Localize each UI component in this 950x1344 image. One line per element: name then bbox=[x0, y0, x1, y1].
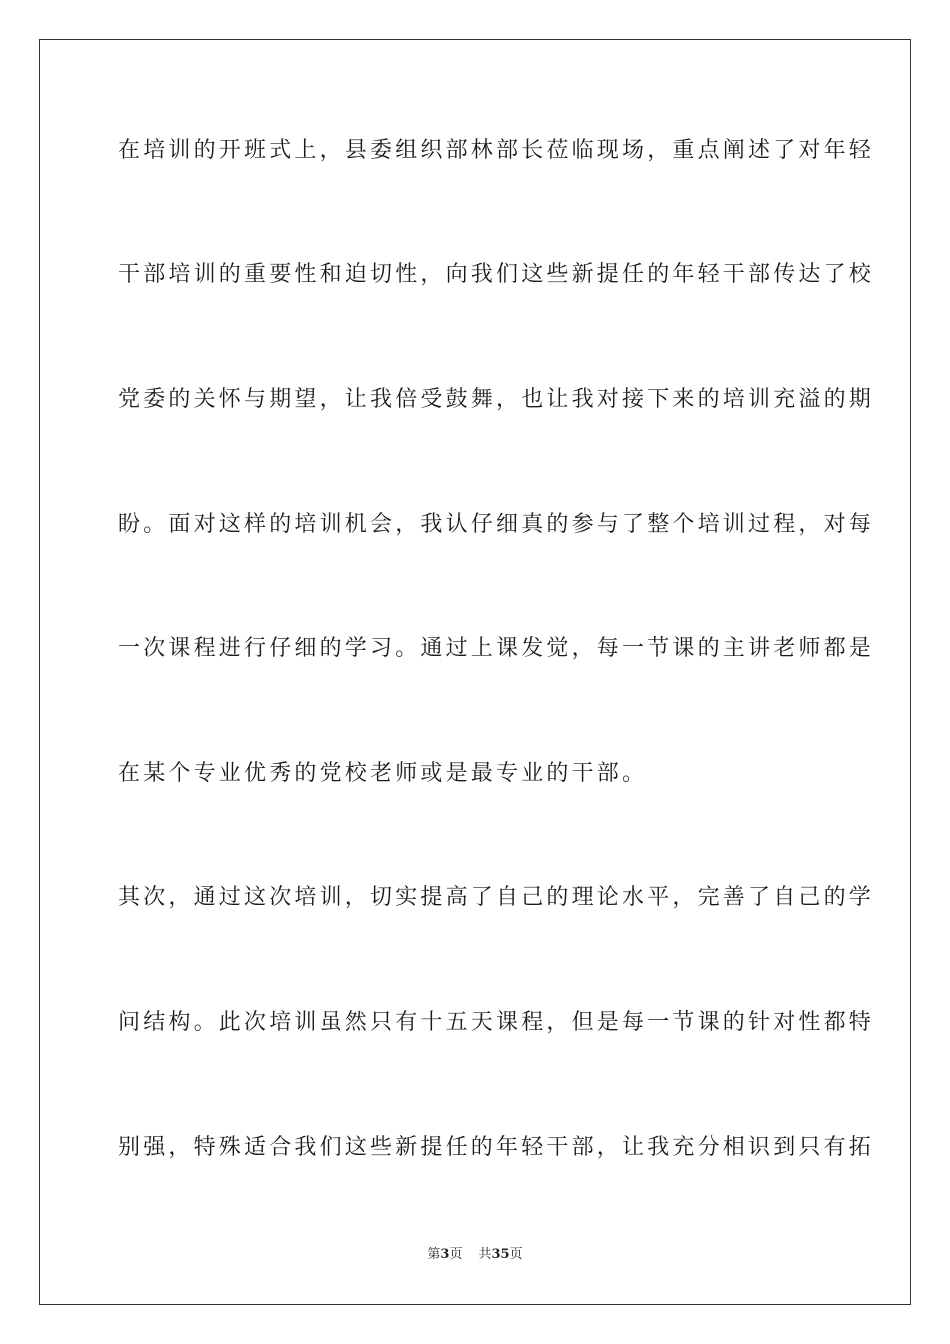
text-line-6: 在某个专业优秀的党校老师或是最专业的干部。 bbox=[118, 761, 648, 786]
total-suffix: 页 bbox=[509, 1247, 523, 1262]
page-border bbox=[39, 39, 911, 1305]
text-line-1: 在培训的开班式上，县委组织部林部长莅临现场，重点阐述了对年轻 bbox=[118, 138, 875, 163]
text-line-7: 其次，通过这次培训，切实提高了自己的理论水平，完善了自己的学 bbox=[118, 885, 875, 910]
text-line-5: 一次课程进行仔细的学习。通过上课发觉，每一节课的主讲老师都是 bbox=[118, 636, 875, 661]
text-line-4: 盼。面对这样的培训机会，我认仔细真的参与了整个培训过程，对每 bbox=[118, 512, 875, 537]
page-suffix: 页 bbox=[449, 1247, 463, 1262]
text-line-2: 干部培训的重要性和迫切性，向我们这些新提任的年轻干部传达了校 bbox=[118, 262, 875, 287]
page-footer bbox=[0, 1246, 950, 1264]
page-prefix: 第 bbox=[427, 1247, 441, 1262]
total-prefix: 共 bbox=[478, 1247, 492, 1262]
page-number: 3 bbox=[440, 1247, 450, 1262]
total-pages: 35 bbox=[491, 1247, 510, 1262]
text-line-8: 问结构。此次培训虽然只有十五天课程，但是每一节课的针对性都特 bbox=[118, 1010, 875, 1035]
text-line-9: 别强，特殊适合我们这些新提任的年轻干部，让我充分相识到只有拓 bbox=[118, 1135, 875, 1160]
text-line-3: 党委的关怀与期望，让我倍受鼓舞，也让我对接下来的培训充溢的期 bbox=[118, 387, 875, 412]
